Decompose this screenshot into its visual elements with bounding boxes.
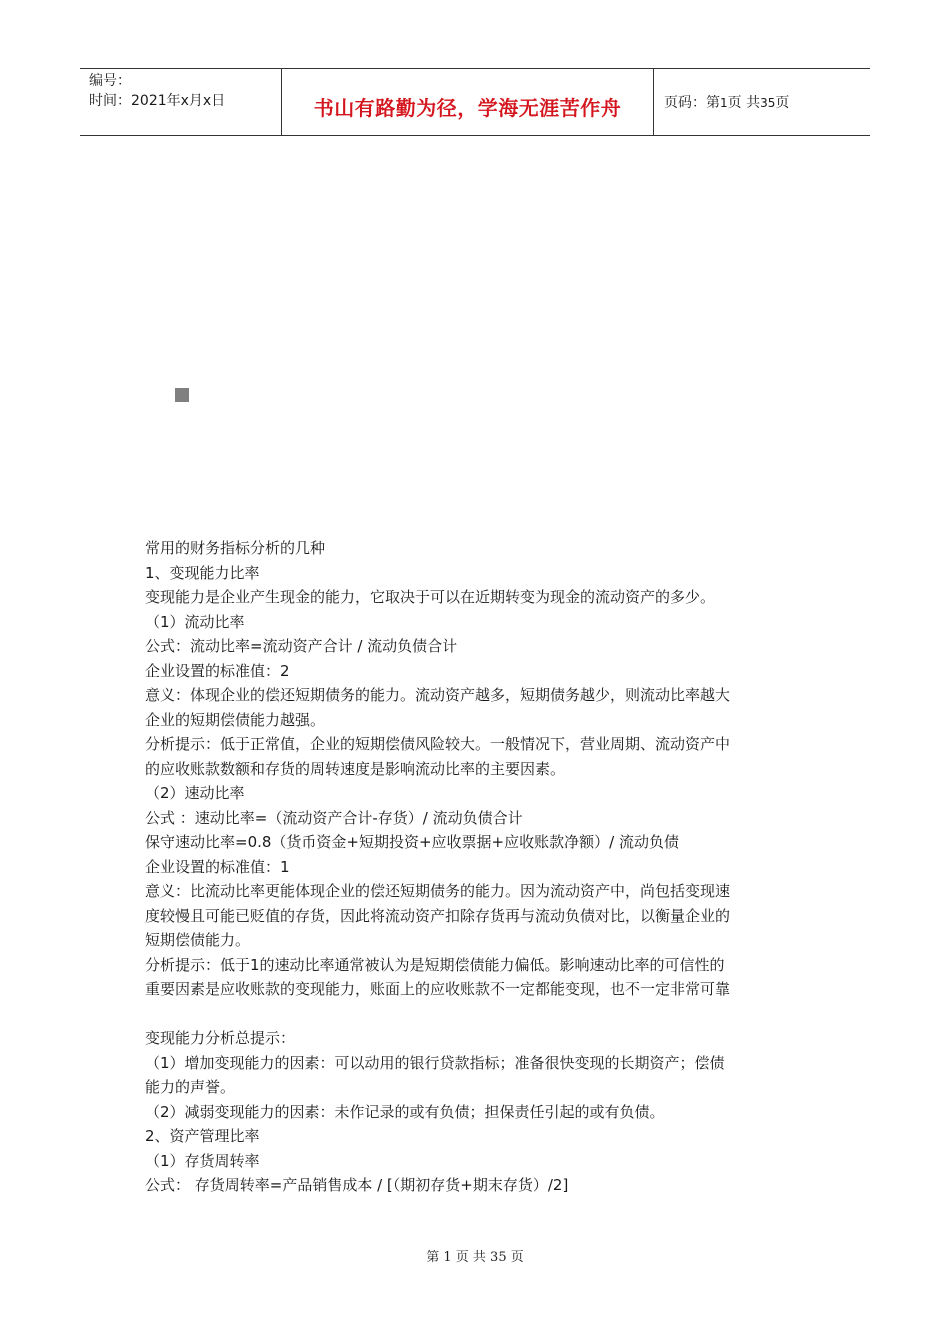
- date-label: 时间：2021年x月x日: [89, 93, 226, 109]
- body-line: （1）存货周转率: [145, 1151, 260, 1170]
- body-line: 重要因素是应收账款的变现能力，账面上的应收账款不一定都能变现，也不一定非常可靠: [145, 980, 731, 998]
- body-line: 公式： 存货周转率=产品销售成本 / [（期初存货+期末存货）/2]: [145, 1176, 569, 1194]
- body-line: 保守速动比率=0.8（货币资金+短期投资+应收票据+应收账款净额）/ 流动负债: [145, 833, 679, 851]
- body-line: 意义：体现企业的偿还短期债务的能力。流动资产越多，短期债务越少，则流动比率越大: [145, 686, 731, 704]
- body-line: 度较慢且可能已贬值的存货，因此将流动资产扣除存货再与流动负债对比，以衡量企业的: [145, 906, 731, 925]
- body-line: 公式 ：速动比率=（流动资产合计-存货）/ 流动负债合计: [145, 808, 523, 827]
- body-line: （2）速动比率: [145, 784, 245, 802]
- body-line: 企业设置的标准值：1: [145, 857, 290, 876]
- page-current: 1: [720, 96, 728, 110]
- body-line: 能力的声誉。: [145, 1078, 236, 1096]
- header-page-info: [654, 69, 870, 135]
- page-total: 35: [760, 96, 776, 110]
- code-label: 编号：: [89, 73, 131, 89]
- page-prefix: 页码：第: [664, 95, 720, 111]
- body-line: （1）流动比率: [145, 612, 245, 631]
- body-line: 企业的短期偿债能力越强。: [145, 710, 326, 729]
- body-line: 变现能力是企业产生现金的能力，它取决于可以在近期转变为现金的流动资产的多少。: [145, 588, 716, 606]
- body-line: 企业设置的标准值：2: [145, 661, 290, 680]
- body-line: 分析提示：低于1的速动比率通常被认为是短期偿债能力偏低。影响速动比率的可信性的: [145, 955, 725, 974]
- body-line: 分析提示：低于正常值，企业的短期偿债风险较大。一般情况下，营业周期、流动资产中: [145, 735, 731, 753]
- body-line: 2、资产管理比率: [145, 1127, 260, 1145]
- square-bullet-icon: [175, 388, 189, 402]
- body-line: （2）减弱变现能力的因素：未作记录的或有负债；担保责任引起的或有负债。: [145, 1102, 665, 1121]
- body-line: 变现能力分析总提示：: [145, 1029, 296, 1047]
- page-mid: 页 共: [727, 95, 761, 111]
- page-suffix: 页: [775, 95, 790, 111]
- blank-line: [145, 1002, 810, 1027]
- page-header: [80, 68, 870, 136]
- header-meta: [80, 69, 282, 135]
- document-body: [145, 536, 810, 1198]
- body-line: （1）增加变现能力的因素：可以动用的银行贷款指标；准备很快变现的长期资产；偿债: [145, 1053, 725, 1072]
- body-line: 的应收账款数额和存货的周转速度是影响流动比率的主要因素。: [145, 759, 566, 778]
- header-motto: 书山有路勤为径，学海无涯苦作舟: [282, 69, 654, 135]
- body-line: 短期偿债能力。: [145, 931, 251, 949]
- body-line: 公式：流动比率=流动资产合计 / 流动负债合计: [145, 637, 458, 655]
- body-line: 常用的财务指标分析的几种: [145, 539, 326, 557]
- body-line: 1、变现能力比率: [145, 563, 260, 582]
- body-line: 意义：比流动比率更能体现企业的偿还短期债务的能力。因为流动资产中，尚包括变现速: [145, 882, 731, 900]
- page-footer: 第 1 页 共 35 页: [426, 1250, 524, 1265]
